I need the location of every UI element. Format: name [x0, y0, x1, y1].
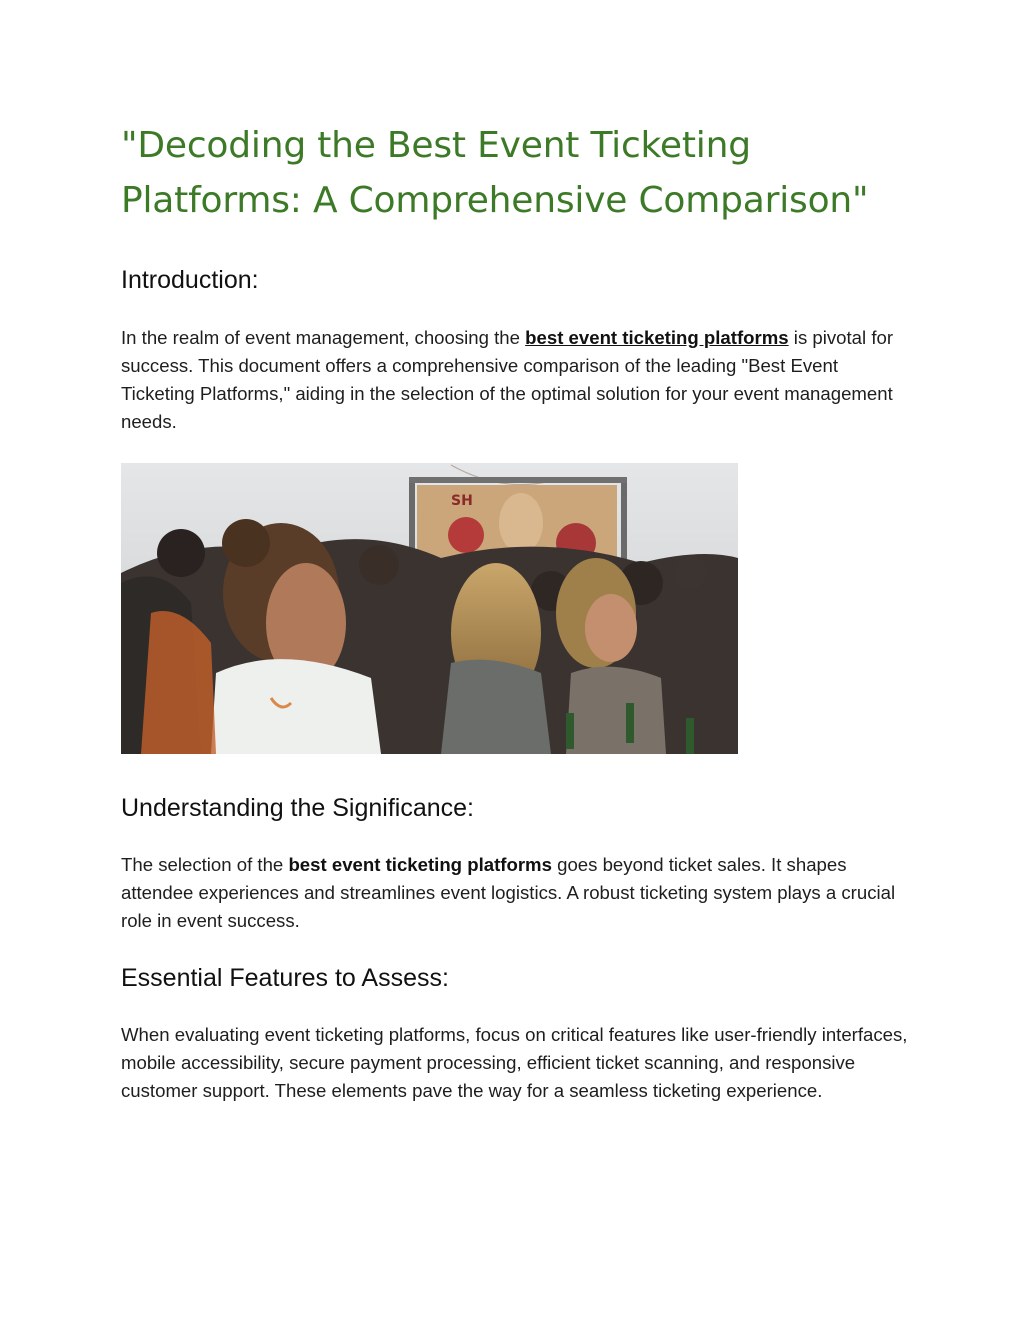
features-heading: Essential Features to Assess: [121, 964, 449, 992]
significance-heading: Understanding the Significance: [121, 794, 475, 822]
festival-crowd-photo [121, 463, 738, 754]
intro-text-start: In the realm of event management, choosing the [121, 327, 526, 348]
introduction-heading: Introduction: [121, 266, 259, 294]
significance-text-end: goes beyond ticket sales. It shapes attendee experiences and streamlines event logistics. A robust ticketing system plays a crucial role in event success. [121, 854, 896, 931]
intro-text-end: is pivotal for success. This document offers a comprehensive comparison of the leading "Best Event Ticketing Platforms," aiding in the selection of the optimal solution for your event management needs. [121, 327, 894, 432]
document-title: "Decoding the Best Event Ticketing Platforms: A Comprehensive Comparison" [121, 125, 869, 221]
features-paragraph: When evaluating event ticketing platforms, focus on critical features like user-friendly interfaces, mobile accessibility, secure payment processing, efficient ticket scanning, and responsive customer support. These elements pave the way for a seamless ticketing experience. [121, 1024, 908, 1101]
significance-paragraph [121, 851, 911, 935]
svg-text:SH: SH [451, 493, 473, 509]
significance-text-start: The selection of the [121, 854, 289, 875]
introduction-paragraph [121, 324, 911, 436]
best-event-ticketing-platforms-link[interactable]: best event ticketing platforms [525, 327, 789, 348]
significance-bold-phrase: best event ticketing platforms [288, 854, 552, 875]
